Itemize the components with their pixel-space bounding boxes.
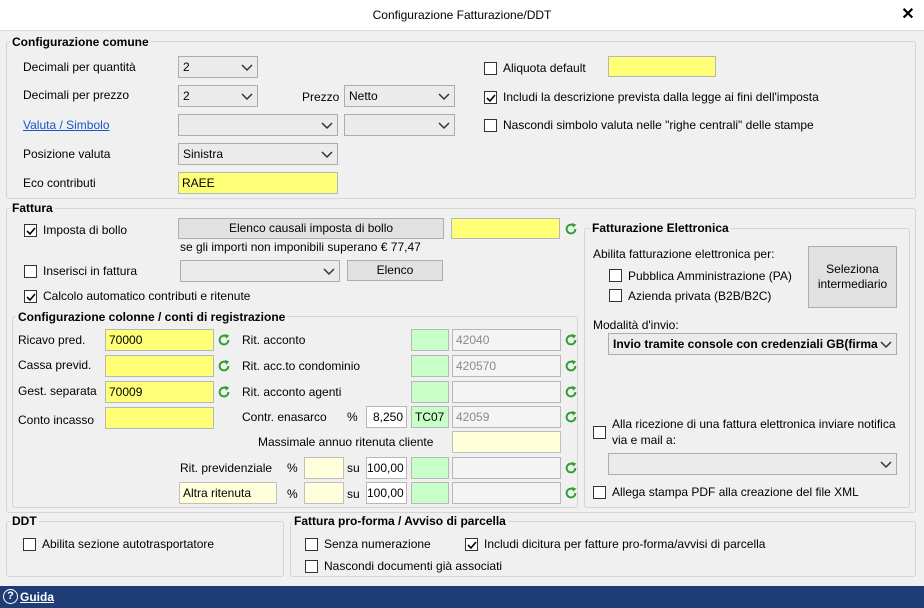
senza-numerazione-label: Senza numerazione: [324, 537, 431, 551]
chevron-down-icon: [880, 461, 892, 469]
decimali-prezzo-value: 2: [183, 89, 190, 103]
enasarco-conto[interactable]: 42059: [452, 406, 561, 428]
chevron-down-icon: [438, 93, 450, 101]
pa-label: Pubblica Amministrazione (PA): [628, 269, 792, 283]
group-title-proforma: Fattura pro-forma / Avviso di parcella: [294, 514, 506, 528]
elenco-causali-button[interactable]: Elenco causali imposta di bollo: [178, 218, 444, 239]
massimale-label: Massimale annuo ritenuta cliente: [258, 435, 434, 449]
nascondi-simbolo-checkbox[interactable]: [484, 119, 497, 132]
inserisci-fattura-label: Inserisci in fattura: [43, 264, 138, 278]
notifica-email-select[interactable]: [608, 453, 897, 475]
inserisci-fattura-checkbox[interactable]: [24, 265, 37, 278]
posizione-valuta-select[interactable]: [178, 143, 338, 165]
close-icon: ✕: [901, 6, 915, 23]
decimali-quantita-value: 2: [183, 60, 190, 74]
altra-conto[interactable]: [452, 482, 561, 504]
enasarco-pct-input[interactable]: 8,250: [366, 406, 407, 428]
decimali-quantita-select[interactable]: [178, 56, 258, 78]
refresh-icon[interactable]: [564, 461, 578, 475]
seleziona-line1: Seleziona: [826, 262, 879, 276]
chevron-down-icon: [321, 151, 333, 159]
includi-descrizione-checkbox[interactable]: [484, 91, 497, 104]
window-title: Configurazione Fatturazione/DDT: [372, 8, 552, 22]
group-title-fattura: Fattura: [12, 201, 53, 215]
chevron-down-icon: [241, 93, 253, 101]
abilita-fe-label: Abilita fatturazione elettronica per:: [593, 247, 775, 261]
seleziona-intermediario-button[interactable]: [808, 246, 897, 308]
rit-prev-code[interactable]: [411, 457, 449, 479]
valuta-simbolo-link[interactable]: Valuta / Simbolo: [23, 118, 110, 132]
help-link[interactable]: Guida: [20, 590, 55, 604]
conto-incasso-input[interactable]: [105, 407, 214, 429]
rit-previdenziale-label: Rit. previdenziale: [180, 461, 273, 475]
rit-acconto-label: Rit. acconto: [242, 333, 306, 347]
refresh-icon[interactable]: [564, 385, 578, 399]
gest-separata-input[interactable]: 70009: [105, 381, 214, 403]
check-icon: [26, 226, 36, 236]
rit-agenti-label: Rit. acconto agenti: [242, 385, 342, 399]
chevron-down-icon: [880, 341, 892, 349]
aliquota-default-checkbox[interactable]: [484, 62, 497, 75]
pa-checkbox[interactable]: [609, 269, 622, 282]
bollo-note: se gli importi non imponibili superano € 77,47: [180, 240, 421, 254]
check-icon: [467, 540, 477, 550]
rit-condominio-code[interactable]: [411, 355, 449, 377]
rit-acconto-conto[interactable]: 42040: [452, 329, 561, 351]
refresh-icon[interactable]: [217, 359, 231, 373]
valuta-select[interactable]: [178, 114, 338, 136]
refresh-icon[interactable]: [564, 410, 578, 424]
refresh-icon[interactable]: [217, 385, 231, 399]
rit-prev-pct-symbol: %: [287, 461, 298, 475]
aliquota-default-label: Aliquota default: [503, 61, 586, 75]
eco-contributi-label: Eco contributi: [23, 176, 96, 190]
altra-pct-input[interactable]: [304, 482, 344, 504]
group-title-ddt: DDT: [12, 514, 37, 528]
check-icon: [486, 93, 496, 103]
inserisci-fattura-select[interactable]: [180, 260, 340, 282]
chevron-down-icon: [323, 268, 335, 276]
posizione-valuta-value: Sinistra: [183, 147, 224, 161]
includi-dicitura-label: Includi dicitura per fatture pro-forma/avvisi di parcella: [484, 537, 766, 551]
group-title-configurazione-comune: Configurazione comune: [12, 35, 149, 49]
b2b-label: Azienda privata (B2B/B2C): [628, 289, 772, 303]
prezzo-select[interactable]: [344, 85, 455, 107]
enasarco-pct-symbol: %: [347, 410, 358, 424]
altra-ritenuta-input[interactable]: Altra ritenuta: [179, 482, 277, 504]
posizione-valuta-label: Posizione valuta: [23, 147, 111, 161]
modalita-invio-select[interactable]: [608, 333, 897, 355]
nascondi-simbolo-label: Nascondi simbolo valuta nelle "righe centrali" delle stampe: [503, 118, 814, 132]
rit-agenti-conto[interactable]: [452, 381, 561, 403]
conto-incasso-label: Conto incasso: [18, 413, 95, 427]
rit-prev-pct-input[interactable]: [304, 457, 344, 479]
rit-prev-conto[interactable]: [452, 457, 561, 479]
senza-numerazione-checkbox[interactable]: [305, 538, 318, 551]
altra-code[interactable]: [411, 482, 449, 504]
ricavo-pred-label: Ricavo pred.: [18, 333, 86, 347]
altra-pct-symbol: %: [287, 487, 298, 501]
prezzo-label: Prezzo: [302, 90, 340, 104]
imposta-bollo-label: Imposta di bollo: [43, 223, 128, 237]
refresh-icon[interactable]: [564, 333, 578, 347]
help-icon[interactable]: ?: [3, 589, 18, 604]
footer-bar: [0, 586, 924, 608]
allega-pdf-label: Allega stampa PDF alla creazione del file XML: [612, 485, 859, 499]
chevron-down-icon: [321, 122, 333, 130]
b2b-checkbox[interactable]: [609, 289, 622, 302]
nascondi-documenti-label: Nascondi documenti già associati: [324, 559, 503, 573]
includi-dicitura-checkbox[interactable]: [465, 538, 478, 551]
rit-agenti-code[interactable]: [411, 381, 449, 403]
calcolo-automatico-checkbox[interactable]: [24, 290, 37, 303]
notifica-label-line1: Alla ricezione di una fattura elettronica inviare notifica: [612, 417, 896, 431]
gest-separata-label: Gest. separata: [18, 384, 97, 398]
massimale-input[interactable]: [452, 431, 561, 453]
ricavo-pred-input[interactable]: 70000: [105, 329, 214, 351]
enasarco-code[interactable]: TC07: [411, 406, 449, 428]
rit-prev-base-input[interactable]: 100,00: [366, 457, 407, 479]
rit-prev-su-label: su: [347, 461, 360, 475]
decimali-quantita-label: Decimali per quantità: [23, 60, 136, 74]
prezzo-value: Netto: [349, 89, 378, 103]
cassa-previd-label: Cassa previd.: [18, 358, 92, 372]
check-icon: [26, 292, 36, 302]
cassa-previd-input[interactable]: [105, 355, 214, 377]
modalita-invio-value: Invio tramite console con credenziali GB(firma: [613, 337, 878, 351]
simbolo-select[interactable]: [344, 114, 455, 136]
rit-acconto-code[interactable]: [411, 329, 449, 351]
chevron-down-icon: [438, 122, 450, 130]
refresh-icon[interactable]: [217, 333, 231, 347]
decimali-prezzo-select[interactable]: [178, 85, 258, 107]
decimali-prezzo-label: Decimali per prezzo: [23, 88, 130, 102]
group-title-colonne-conti: Configurazione colonne / conti di registrazione: [18, 310, 286, 324]
allega-pdf-checkbox[interactable]: [593, 486, 606, 499]
refresh-icon[interactable]: [564, 486, 578, 500]
rit-condominio-label: Rit. acc.to condominio: [242, 359, 361, 373]
imposta-bollo-input[interactable]: [451, 218, 560, 239]
autotrasportatore-label: Abilita sezione autotrasportatore: [42, 537, 215, 551]
group-title-fatturazione-elettronica: Fatturazione Elettronica: [592, 221, 729, 235]
notifica-label-line2: via e mail a:: [612, 433, 677, 447]
chevron-down-icon: [241, 64, 253, 72]
altra-su-label: su: [347, 487, 360, 501]
altra-base-input[interactable]: 100,00: [366, 482, 407, 504]
refresh-icon[interactable]: [564, 359, 578, 373]
seleziona-line2: intermediario: [817, 277, 888, 291]
enasarco-label: Contr. enasarco: [242, 410, 327, 424]
notifica-checkbox[interactable]: [593, 426, 606, 439]
rit-condominio-conto[interactable]: 420570: [452, 355, 561, 377]
nascondi-documenti-checkbox[interactable]: [305, 560, 318, 573]
autotrasportatore-checkbox[interactable]: [23, 538, 36, 551]
imposta-bollo-checkbox[interactable]: [24, 224, 37, 237]
eco-contributi-input[interactable]: RAEE: [178, 172, 338, 194]
calcolo-automatico-label: Calcolo automatico contributi e ritenute: [43, 289, 251, 303]
close-button[interactable]: [896, 3, 920, 27]
elenco-button[interactable]: Elenco: [347, 260, 443, 281]
modalita-invio-label: Modalità d'invio:: [593, 318, 679, 332]
aliquota-default-input[interactable]: [608, 56, 716, 77]
refresh-icon[interactable]: [564, 222, 578, 236]
includi-descrizione-label: Includi la descrizione prevista dalla legge ai fini dell'imposta: [503, 90, 819, 104]
